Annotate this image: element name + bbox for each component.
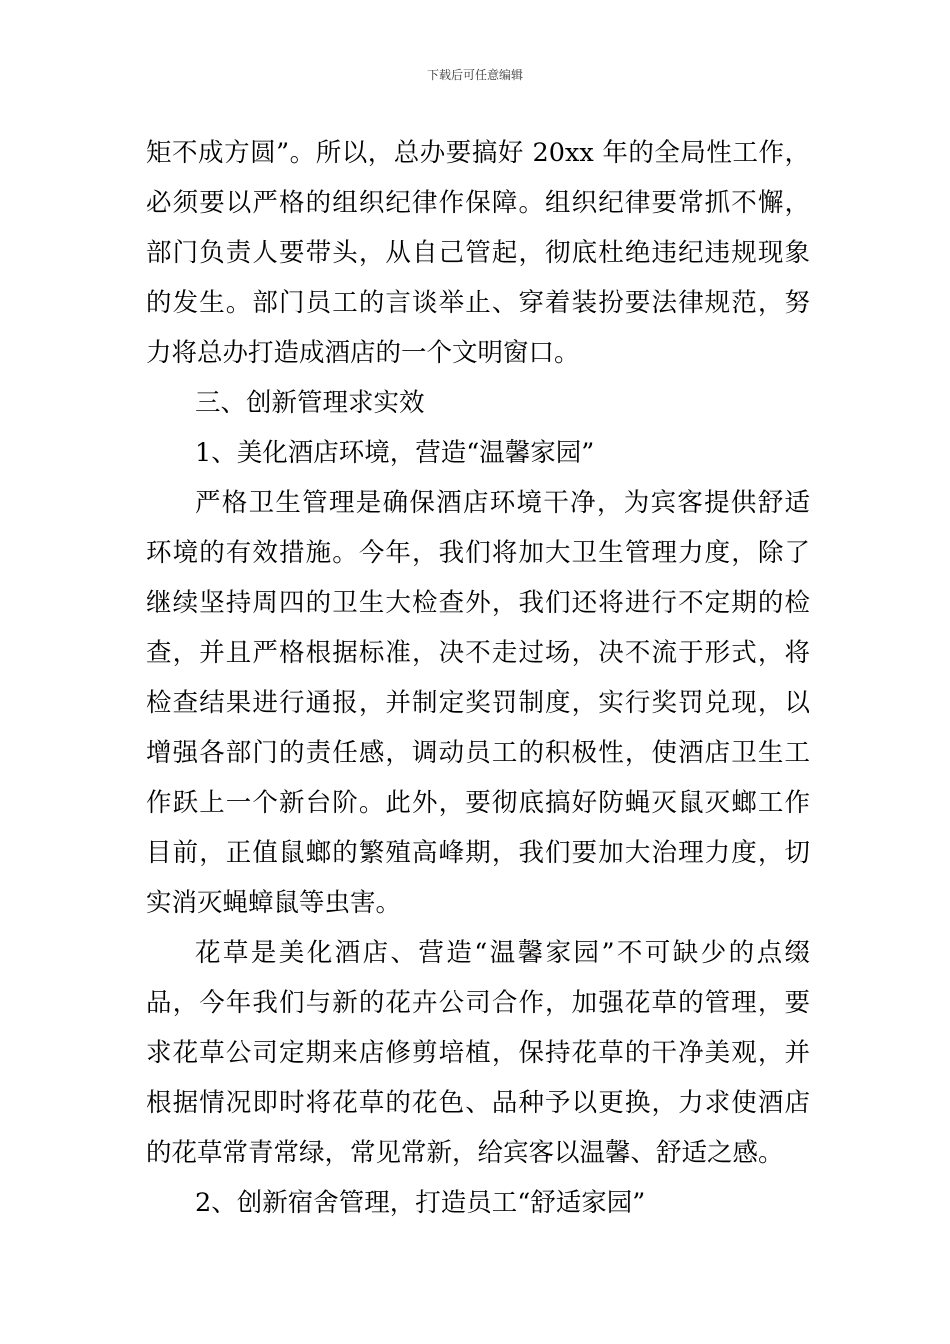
page-header: 下载后可任意编辑 <box>426 68 523 82</box>
text-line: 的发生。部门员工的言谈举止、穿着装扮要法律规范，努 <box>146 288 810 318</box>
text-line: 严格卫生管理是确保酒店环境干净，为宾客提供舒适 <box>195 488 810 518</box>
text-line: 作跃上一个新台阶。此外，要彻底搞好防蝇灭鼠灭螂工作 <box>146 788 810 818</box>
document-body <box>146 128 810 1228</box>
subsection-heading: 2、创新宿舍管理，打造员工“舒适家园” <box>195 1188 646 1218</box>
text-line: 力将总办打造成酒店的一个文明窗口。 <box>146 338 580 368</box>
text-line: 品，今年我们与新的花卉公司合作，加强花草的管理，要 <box>146 988 810 1018</box>
text-line: 检查结果进行通报，并制定奖罚制度，实行奖罚兑现，以 <box>146 688 810 718</box>
text-line: 增强各部门的责任感，调动员工的积极性，使酒店卫生工 <box>146 738 810 768</box>
text-line: 必须要以严格的组织纪律作保障。组织纪律要常抓不懈， <box>146 188 810 218</box>
section-heading: 三、创新管理求实效 <box>195 388 425 418</box>
text-line: 继续坚持周四的卫生大检查外，我们还将进行不定期的检 <box>146 588 810 618</box>
text-line: 部门负责人要带头，从自己管起，彻底杜绝违纪违规现象 <box>146 238 810 268</box>
subsection-heading: 1、美化酒店环境，营造“温馨家园” <box>195 438 595 468</box>
text-line: 实消灭蝇蟑鼠等虫害。 <box>146 888 402 918</box>
text-line: 目前，正值鼠螂的繁殖高峰期，我们要加大治理力度，切 <box>146 838 810 868</box>
text-line: 根据情况即时将花草的花色、品种予以更换，力求使酒店 <box>146 1088 810 1118</box>
text-line: 矩不成方圆”。所以，总办要搞好 20xx 年的全局性工作， <box>146 138 810 168</box>
text-line: 求花草公司定期来店修剪培植，保持花草的干净美观，并 <box>146 1038 810 1068</box>
text-line: 的花草常青常绿，常见常新，给宾客以温馨、舒适之感。 <box>146 1138 784 1168</box>
text-line: 花草是美化酒店、营造“温馨家园”不可缺少的点缀 <box>195 938 810 968</box>
text-line: 环境的有效措施。今年，我们将加大卫生管理力度，除了 <box>146 538 810 568</box>
text-line: 查，并且严格根据标准，决不走过场，决不流于形式，将 <box>146 638 810 668</box>
